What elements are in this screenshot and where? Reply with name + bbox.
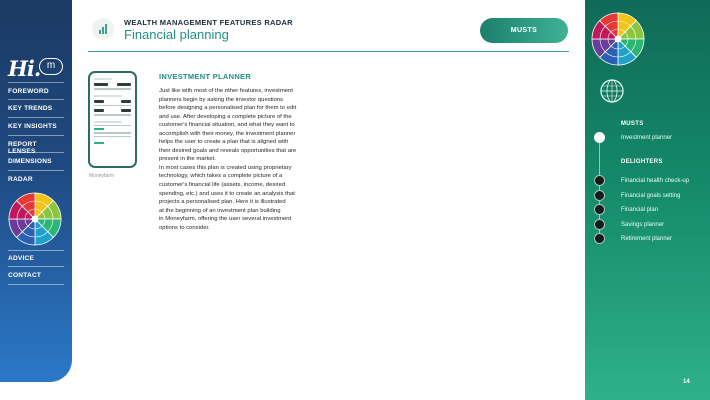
feature-dot[interactable] xyxy=(594,132,605,143)
feature-item-investment-planner[interactable]: Investment planner xyxy=(621,135,673,141)
article-line: at the beginning of an investment plan building xyxy=(159,207,281,214)
article-line: technology, which takes a complete picture of a xyxy=(159,173,283,180)
nav-divider xyxy=(8,250,64,251)
nav-divider xyxy=(8,284,64,285)
musts-heading: MUSTS xyxy=(621,121,644,127)
article-line: spending, etc.) and uses it to create an analysis that xyxy=(159,190,295,197)
article-line: in Moneyfarm, offering the user several investment xyxy=(159,216,292,223)
feature-dot[interactable] xyxy=(594,219,605,230)
nav-divider xyxy=(8,135,64,136)
feature-dot[interactable] xyxy=(594,190,605,201)
nav-divider xyxy=(8,99,64,100)
article-line: customer's financial situation, and what they want to xyxy=(159,122,295,129)
globe-icon xyxy=(599,78,625,104)
nav-item-radar[interactable]: RADAR xyxy=(8,176,33,183)
nav-item-advice[interactable]: ADVICE xyxy=(8,255,35,262)
nav-divider xyxy=(8,266,64,267)
page-number: 14 xyxy=(683,379,690,385)
article-line: accomplish with their money, the investment planner xyxy=(159,130,296,137)
feature-item-financial-health-check-up[interactable]: Financial health check-up xyxy=(621,178,690,184)
nav-item-contact[interactable]: CONTACT xyxy=(8,272,42,279)
article-line: and use. After developing a complete picture of the xyxy=(159,113,292,120)
feature-item-retirement-planner[interactable]: Retirement planner xyxy=(621,236,673,242)
article-line: planners begin by asking the investor questions xyxy=(159,96,284,103)
nav-divider xyxy=(8,152,64,153)
article-line: helps the user to create a plan that is aligned with xyxy=(159,139,289,146)
nav-divider xyxy=(8,117,64,118)
nav-item-report-lenses[interactable]: REPORT LENSES xyxy=(8,141,37,155)
nav-divider xyxy=(8,170,64,171)
brand-logo[interactable]: Hi. xyxy=(8,56,41,81)
feature-dot[interactable] xyxy=(594,233,605,244)
section-kicker: WEALTH MANAGEMENT FEATURES RADAR xyxy=(124,18,293,27)
right-panel xyxy=(585,0,710,400)
article-body xyxy=(159,87,303,232)
feature-item-financial-plan[interactable]: Financial plan xyxy=(621,207,659,213)
article-line: their desired goals and reveals opportunities that are xyxy=(159,147,297,154)
delighters-heading: DELIGHTERS xyxy=(621,159,663,165)
article-line: projects a personalised plan. Here it is illustrated xyxy=(159,199,286,206)
nav-item-foreword[interactable]: FOREWORD xyxy=(8,88,49,95)
radar-wheel-icon[interactable] xyxy=(590,11,646,67)
page-title: Financial planning xyxy=(124,27,229,42)
feature-dot[interactable] xyxy=(594,204,605,215)
nav-divider xyxy=(8,82,64,83)
sidebar xyxy=(0,0,72,382)
chart-icon xyxy=(92,18,114,40)
article-line: Just like with most of the other features, investment xyxy=(159,88,293,94)
article-line: before designing a personalised plan for them to edit xyxy=(159,105,297,112)
nav-item-dimensions[interactable]: DIMENSIONS xyxy=(8,158,52,165)
header-divider xyxy=(88,51,569,52)
article-title: INVESTMENT PLANNER xyxy=(159,72,252,81)
image-caption: Moneyfarm xyxy=(89,173,115,179)
feature-item-financial-goals-setting[interactable]: Financial goals setting xyxy=(621,193,681,199)
feature-item-savings-planner[interactable]: Savings planner xyxy=(621,222,665,228)
app-screenshot xyxy=(88,71,137,168)
article-line: In most cases this plan is created using proprietary xyxy=(159,164,292,171)
feature-dot[interactable] xyxy=(594,175,605,186)
article-line: customer's financial life (assets, income, desired xyxy=(159,182,286,189)
brand-badge[interactable]: m xyxy=(39,58,63,75)
article-line: present in the market. xyxy=(159,156,216,163)
radar-wheel-icon[interactable] xyxy=(7,191,63,247)
nav-item-key-insights[interactable]: KEY INSIGHTS xyxy=(8,123,57,130)
musts-button[interactable]: MUSTS xyxy=(480,18,568,43)
article-line: options to consider. xyxy=(159,224,210,231)
nav-item-key-trends[interactable]: KEY TRENDS xyxy=(8,105,53,112)
